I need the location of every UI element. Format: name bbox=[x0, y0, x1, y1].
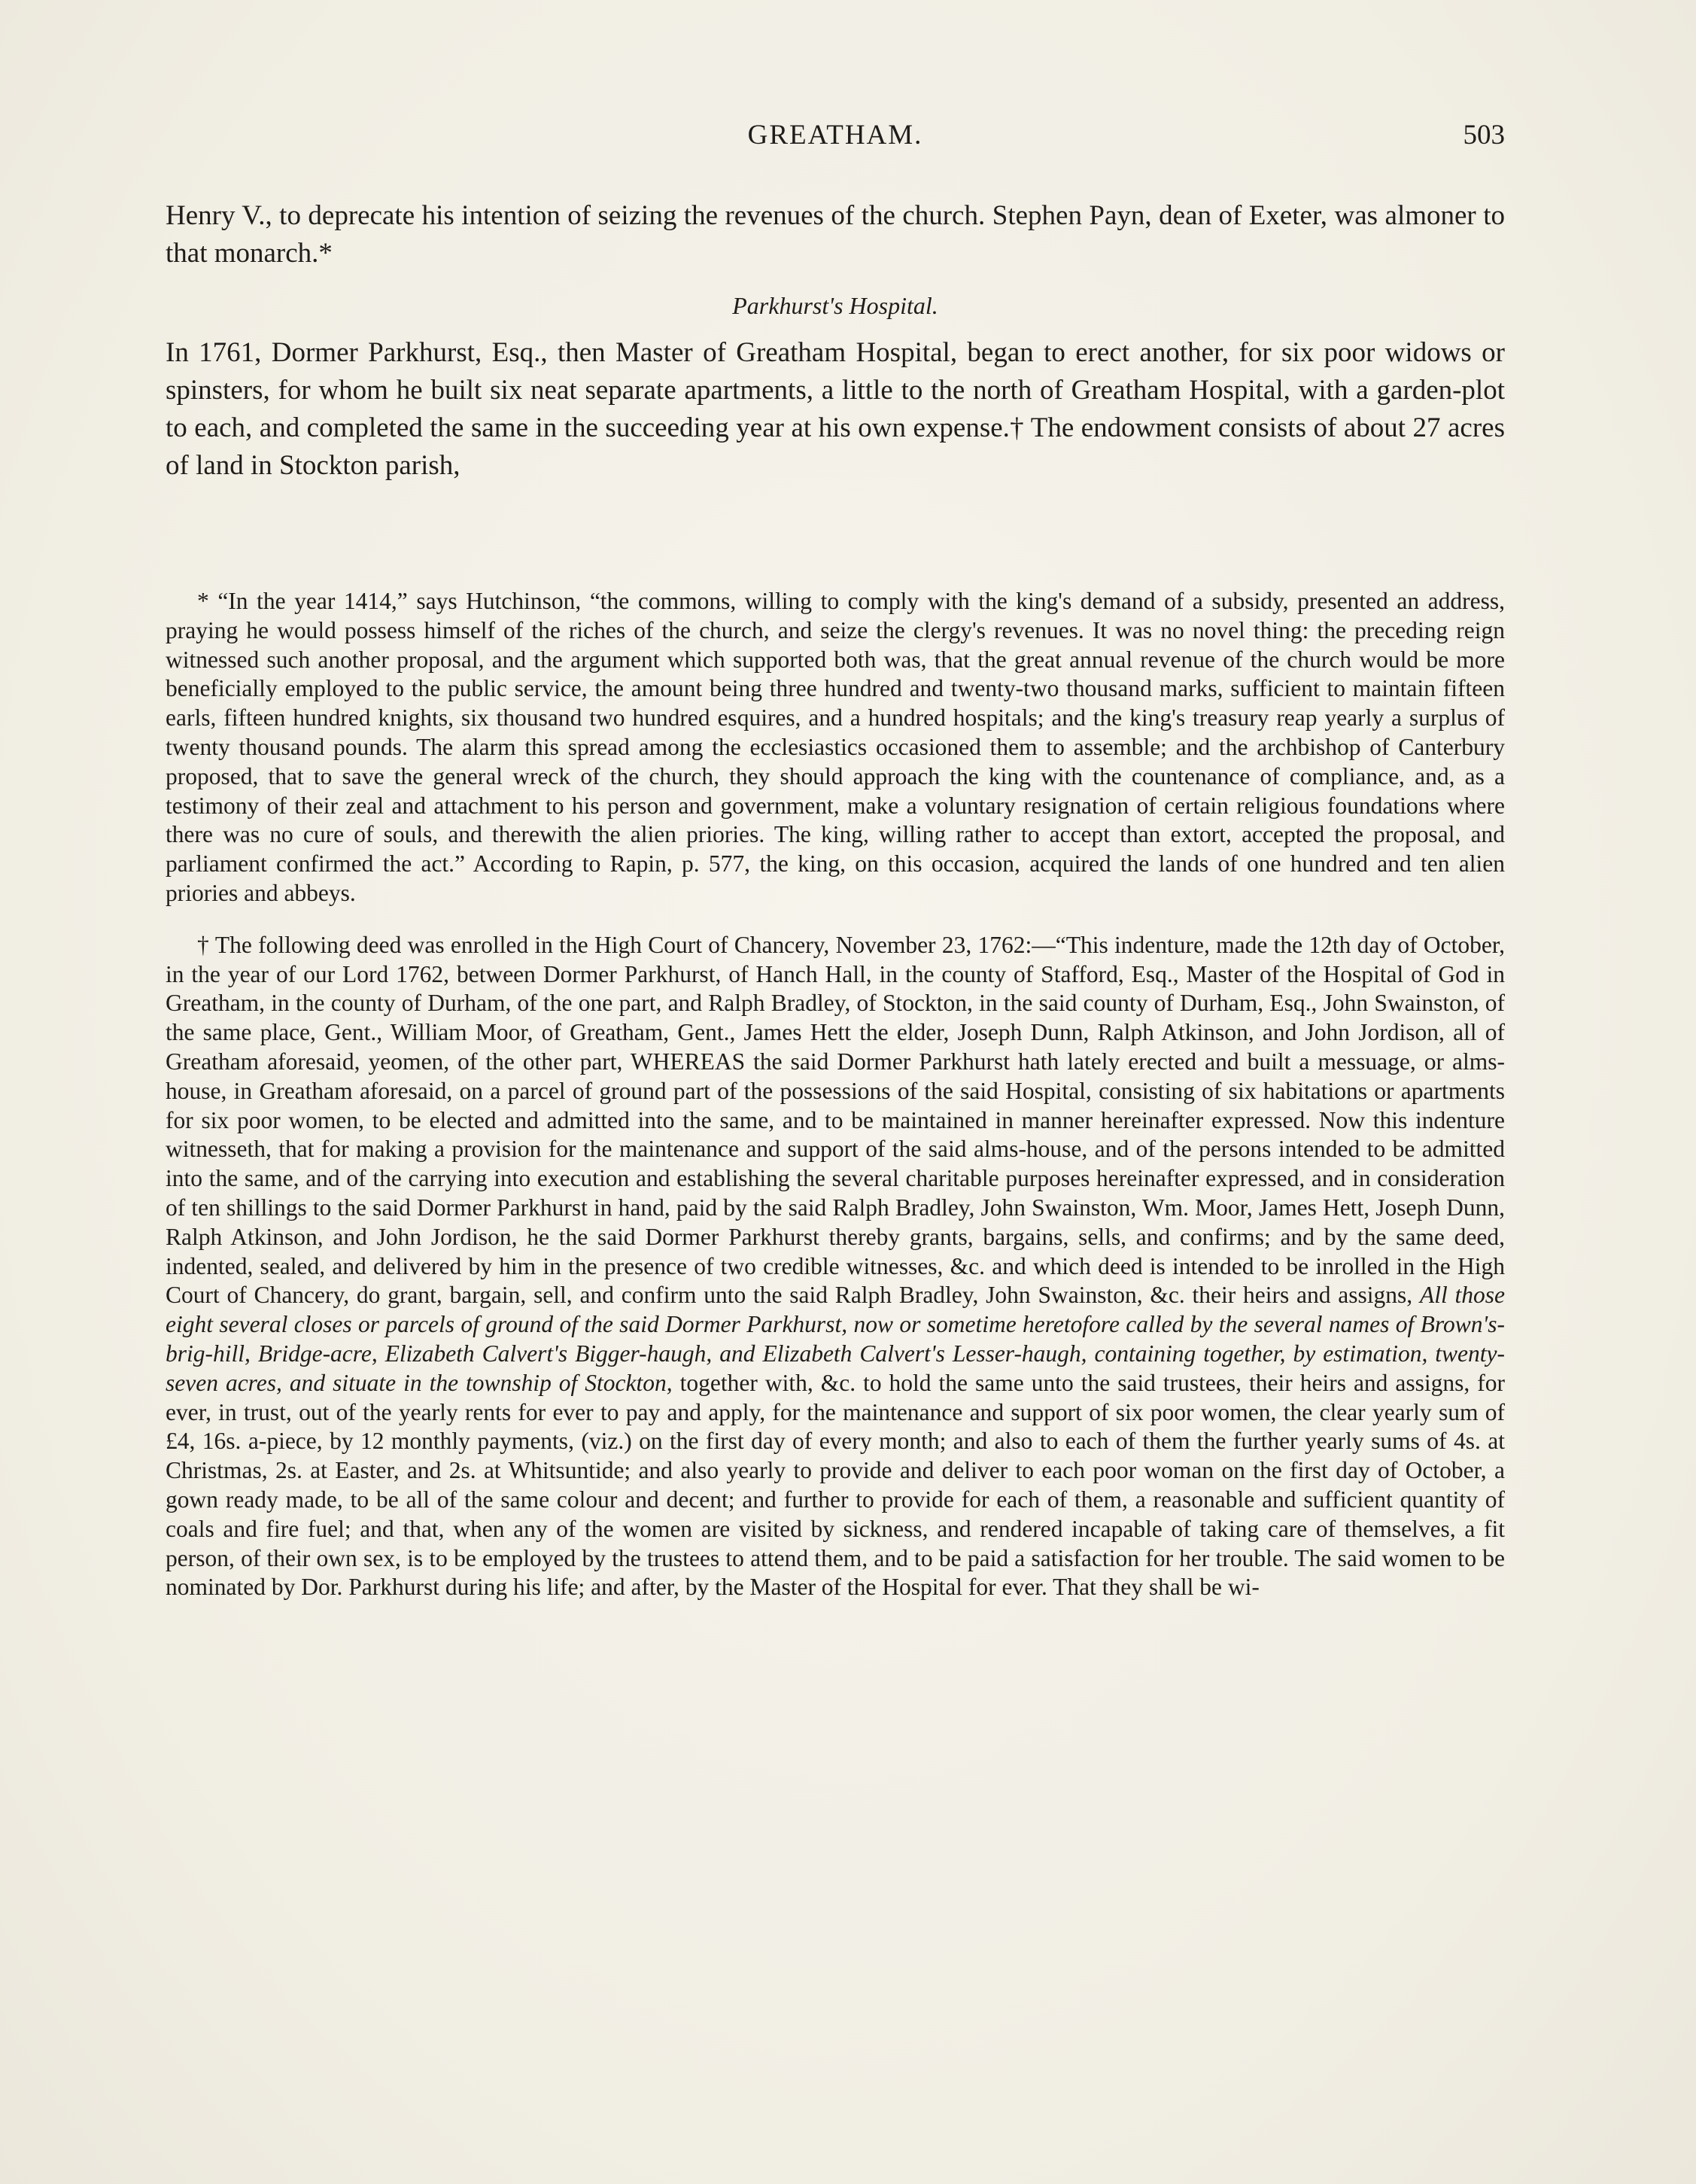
footnote-dagger bbox=[166, 931, 1505, 1602]
paragraph-parkhurst-hospital: In 1761, Dormer Parkhurst, Esq., then Master of Greatham Hospital, began to erect another, for six poor widows or spinsters, for whom he built six neat separate apartments, a little to the north of Greatham Hospital, with a garden-plot to each, and completed the same in the succeeding year at his own expense.† The endowment consists of about 27 acres of land in Stockton parish, bbox=[166, 337, 1505, 481]
running-title: GREATHAM. bbox=[747, 120, 923, 151]
paragraph-continuation: Henry V., to deprecate his intention of seizing the revenues of the church. Stephen Payn, dean of Exeter, was almoner to that monarch.* bbox=[166, 200, 1505, 269]
main-text bbox=[166, 197, 1505, 485]
footnotes bbox=[166, 587, 1505, 1602]
page-number: 503 bbox=[1463, 120, 1505, 151]
footnote-asterisk: * “In the year 1414,” says Hutchinson, “the commons, willing to comply with the king's demand of a subsidy, presented an address, praying he would possess himself of the riches of the church, and seize the clergy's revenues. It was no novel thing: the preceding reign witnessed such another proposal, and the argument which supported both was, that the great annual revenue of the church would be more beneficially employed to the public service, the amount being three hundred and twenty-two thousand marks, sufficient to maintain fifteen earls, fifteen hundred knights, six thousand two hundred esquires, and a hundred hospitals; and the king's treasury reap yearly a surplus of twenty thousand pounds. The alarm this spread among the ecclesiastics occasioned them to assemble; and the archbishop of Canterbury proposed, that to save the general wreck of the church, they should approach the king with the countenance of compliance, and, as a testimony of their zeal and attachment to his person and government, make a voluntary resignation of certain religious foundations where there was no cure of souls, and therewith the alien priories. The king, willing rather to accept than extort, accepted the proposal, and parliament confirmed the act.” According to Rapin, p. 577, the king, on this occasion, acquired the lands of one hundred and ten alien priories and abbeys. bbox=[166, 588, 1505, 906]
section-heading: Parkhurst's Hospital. bbox=[732, 292, 938, 319]
footnote-dagger-text-1: † The following deed was enrolled in the High Court of Chancery, November 23, 1762:—“This indenture, made the 12th day of October, in the year of our Lord 1762, between Dormer Parkhurst, of Hanch Hall, in the county of Stafford, Esq., Master of the Hospital of God in Greatham, in the county of Durham, of the one part, and Ralph Bradley, of Stockton, in the said county of Durham, Esq., John Swainston, of the same place, Gent., William Moor, of Greatham, Gent., James Hett the elder, Joseph Dunn, Ralph Atkinson, and John Jordison, all of Greatham aforesaid, yeomen, of the other part, WHEREAS the said Dormer Parkhurst hath lately erected and built a messuage, or alms-house, in Greatham aforesaid, on a parcel of ground part of the possessions of the said Hospital, consisting of six habitations or apartments for six poor women, to be elected and admitted into the same, and to be maintained in manner hereinafter expressed. Now this indenture witnesseth, that for making a provision for the maintenance and support of the said alms-house, and of the persons intended to be admitted into the same, and of the carrying into execution and establishing the several charitable purposes hereinafter expressed, and in consideration of ten shillings to the said Dormer Parkhurst in hand, paid by the said Ralph Bradley, John Swainston, Wm. Moor, James Hett, Joseph Dunn, Ralph Atkinson, and John Jordison, he the said Dormer Parkhurst thereby grants, bargains, sells, and confirms; and by the same deed, indented, sealed, and delivered by him in the presence of two credible witnesses, &c. and which deed is intended to be inrolled in the High Court of Chancery, do grant, bargain, sell, and confirm unto the said Ralph Bradley, John Swainston, &c. their heirs and assigns, bbox=[166, 931, 1505, 1309]
footnote-dagger-italic: All those eight several closes or parcels of ground of the said Dormer Parkhurst, now or sometime heretofore called by the several names of Brown's-brig-hill, Bridge-acre, Elizabeth Calvert's Bigger-haugh, and Elizabeth Calvert's Lesser-haugh, containing together, by estimation, twenty-seven acres, and situate in the township of Stockton, bbox=[166, 1282, 1506, 1396]
footnote-dagger-text-2: together with, &c. to hold the same unto the said trustees, their heirs and assigns, for ever, in trust, out of the yearly rents for ever to pay and apply, for the maintenance and support of six poor women, the clear yearly sum of £4, 16s. a-piece, by 12 monthly payments, (viz.) on the first day of every month; and also to each of them the further yearly sums of 4s. at Christmas, 2s. at Easter, and 2s. at Whitsuntide; and also yearly to provide and deliver to each poor woman on the first day of October, a gown ready made, to be all of the same colour and decent; and further to provide for each of them, a reasonable and sufficient quantity of coals and fire fuel; and that, when any of the women are visited by sickness, and rendered incapable of taking care of themselves, a fit person, of their own sex, is to be employed by the trustees to attend them, and to be paid a satisfaction for her trouble. The said women to be nominated by Dor. Parkhurst during his life; and after, by the Master of the Hospital for ever. That they shall be wi- bbox=[166, 1369, 1506, 1601]
running-header bbox=[166, 119, 1505, 161]
